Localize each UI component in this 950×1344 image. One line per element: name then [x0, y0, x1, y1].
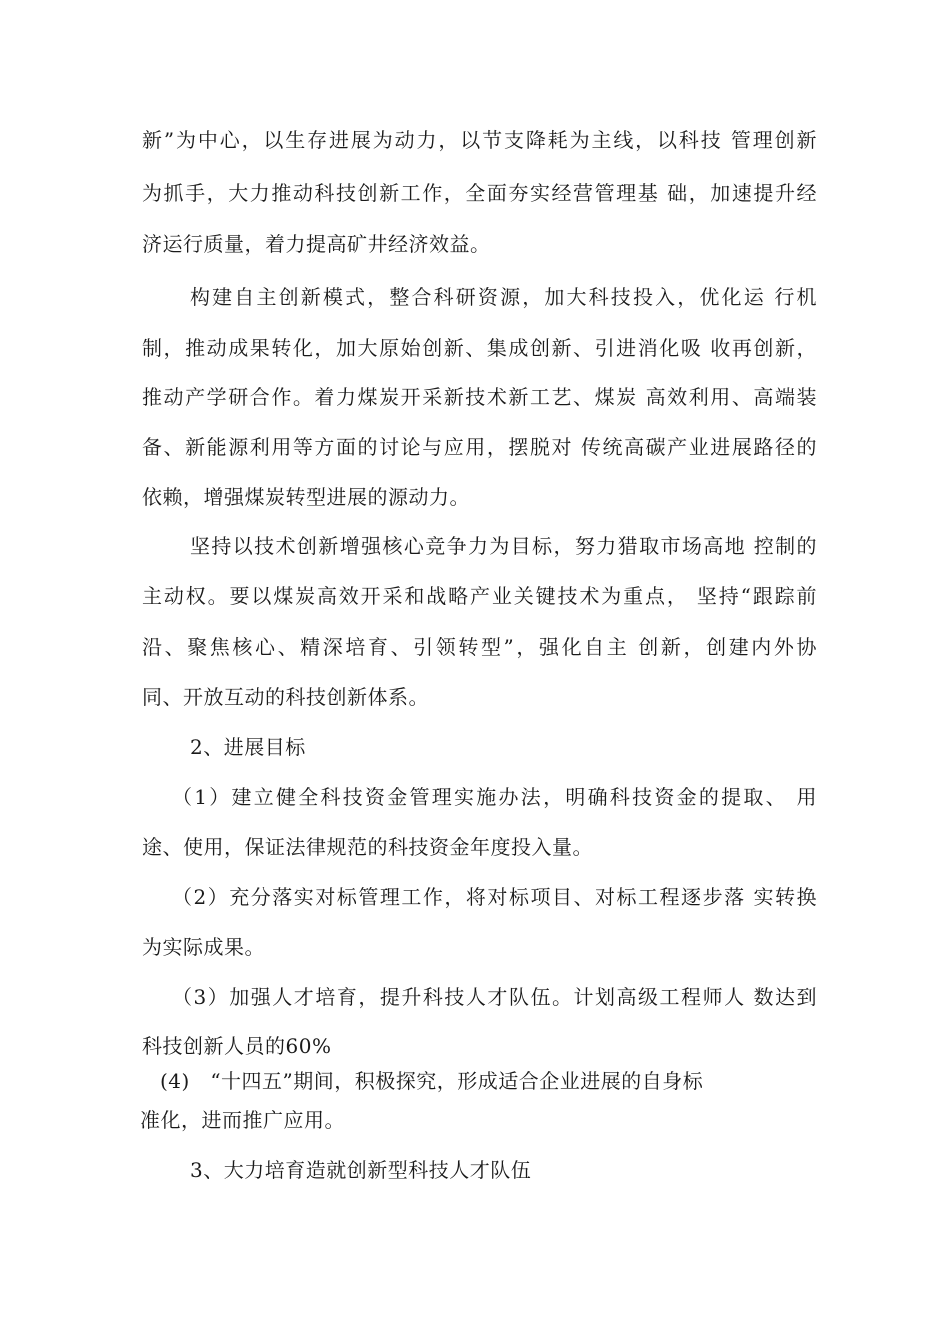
goal-item-2-line-2: 为实际成果。 [142, 935, 265, 959]
section-heading-2: 2、进展目标 [190, 735, 306, 759]
paragraph-1-line-1: 新”为中心，以生存进展为动力，以节支降耗为主线，以科技 管理创新 [142, 128, 817, 152]
goal-item-1-line-1: （1）建立健全科技资金管理实施办法，明确科技资金的提取、 用 [172, 785, 817, 809]
goal-item-4-line-2: 准化，进而推广应用。 [140, 1108, 345, 1132]
paragraph-2-line-4: 备、新能源利用等方面的讨论与应用，摆脱对 传统高碳产业进展路径的 [142, 435, 817, 459]
goal-item-2-line-1: （2）充分落实对标管理工作，将对标项目、对标工程逐步落 实转换 [172, 885, 817, 909]
paragraph-2-line-1: 构建自主创新模式，整合科研资源，加大科技投入，优化运 行机 [190, 285, 817, 309]
paragraph-2-line-2: 制，推动成果转化，加大原始创新、集成创新、引进消化吸 收再创新， [142, 336, 817, 360]
paragraph-3-line-1: 坚持以技术创新增强核心竞争力为目标，努力猎取市场高地 控制的 [190, 534, 817, 558]
paragraph-3-line-3: 沿、聚焦核心、精深培育、引领转型”，强化自主 创新，创建内外协 [142, 635, 817, 659]
section-heading-3: 3、大力培育造就创新型科技人才队伍 [190, 1158, 532, 1182]
paragraph-2-line-5: 依赖，增强煤炭转型进展的源动力。 [142, 485, 470, 509]
goal-item-4-line-1: (4) “十四五”期间，积极探究，形成适合企业进展的自身标 [160, 1069, 704, 1093]
goal-item-1-line-2: 途、使用，保证法律规范的科技资金年度投入量。 [142, 835, 593, 859]
goal-item-3-line-2: 科技创新人员的60% [142, 1034, 332, 1058]
paragraph-2-line-3: 推动产学研合作。着力煤炭开采新技术新工艺、煤炭 高效利用、高端装 [142, 385, 817, 409]
paragraph-1-line-3: 济运行质量，着力提高矿井经济效益。 [142, 232, 491, 256]
paragraph-1-line-2: 为抓手，大力推动科技创新工作，全面夯实经营管理基 础，加速提升经 [142, 181, 817, 205]
paragraph-3-line-2: 主动权。要以煤炭高效开采和战略产业关键技术为重点， 坚持“跟踪前 [142, 584, 817, 608]
goal-item-3-line-1: （3）加强人才培育，提升科技人才队伍。计划高级工程师人 数达到 [172, 985, 817, 1009]
paragraph-3-line-4: 同、开放互动的科技创新体系。 [142, 685, 429, 709]
